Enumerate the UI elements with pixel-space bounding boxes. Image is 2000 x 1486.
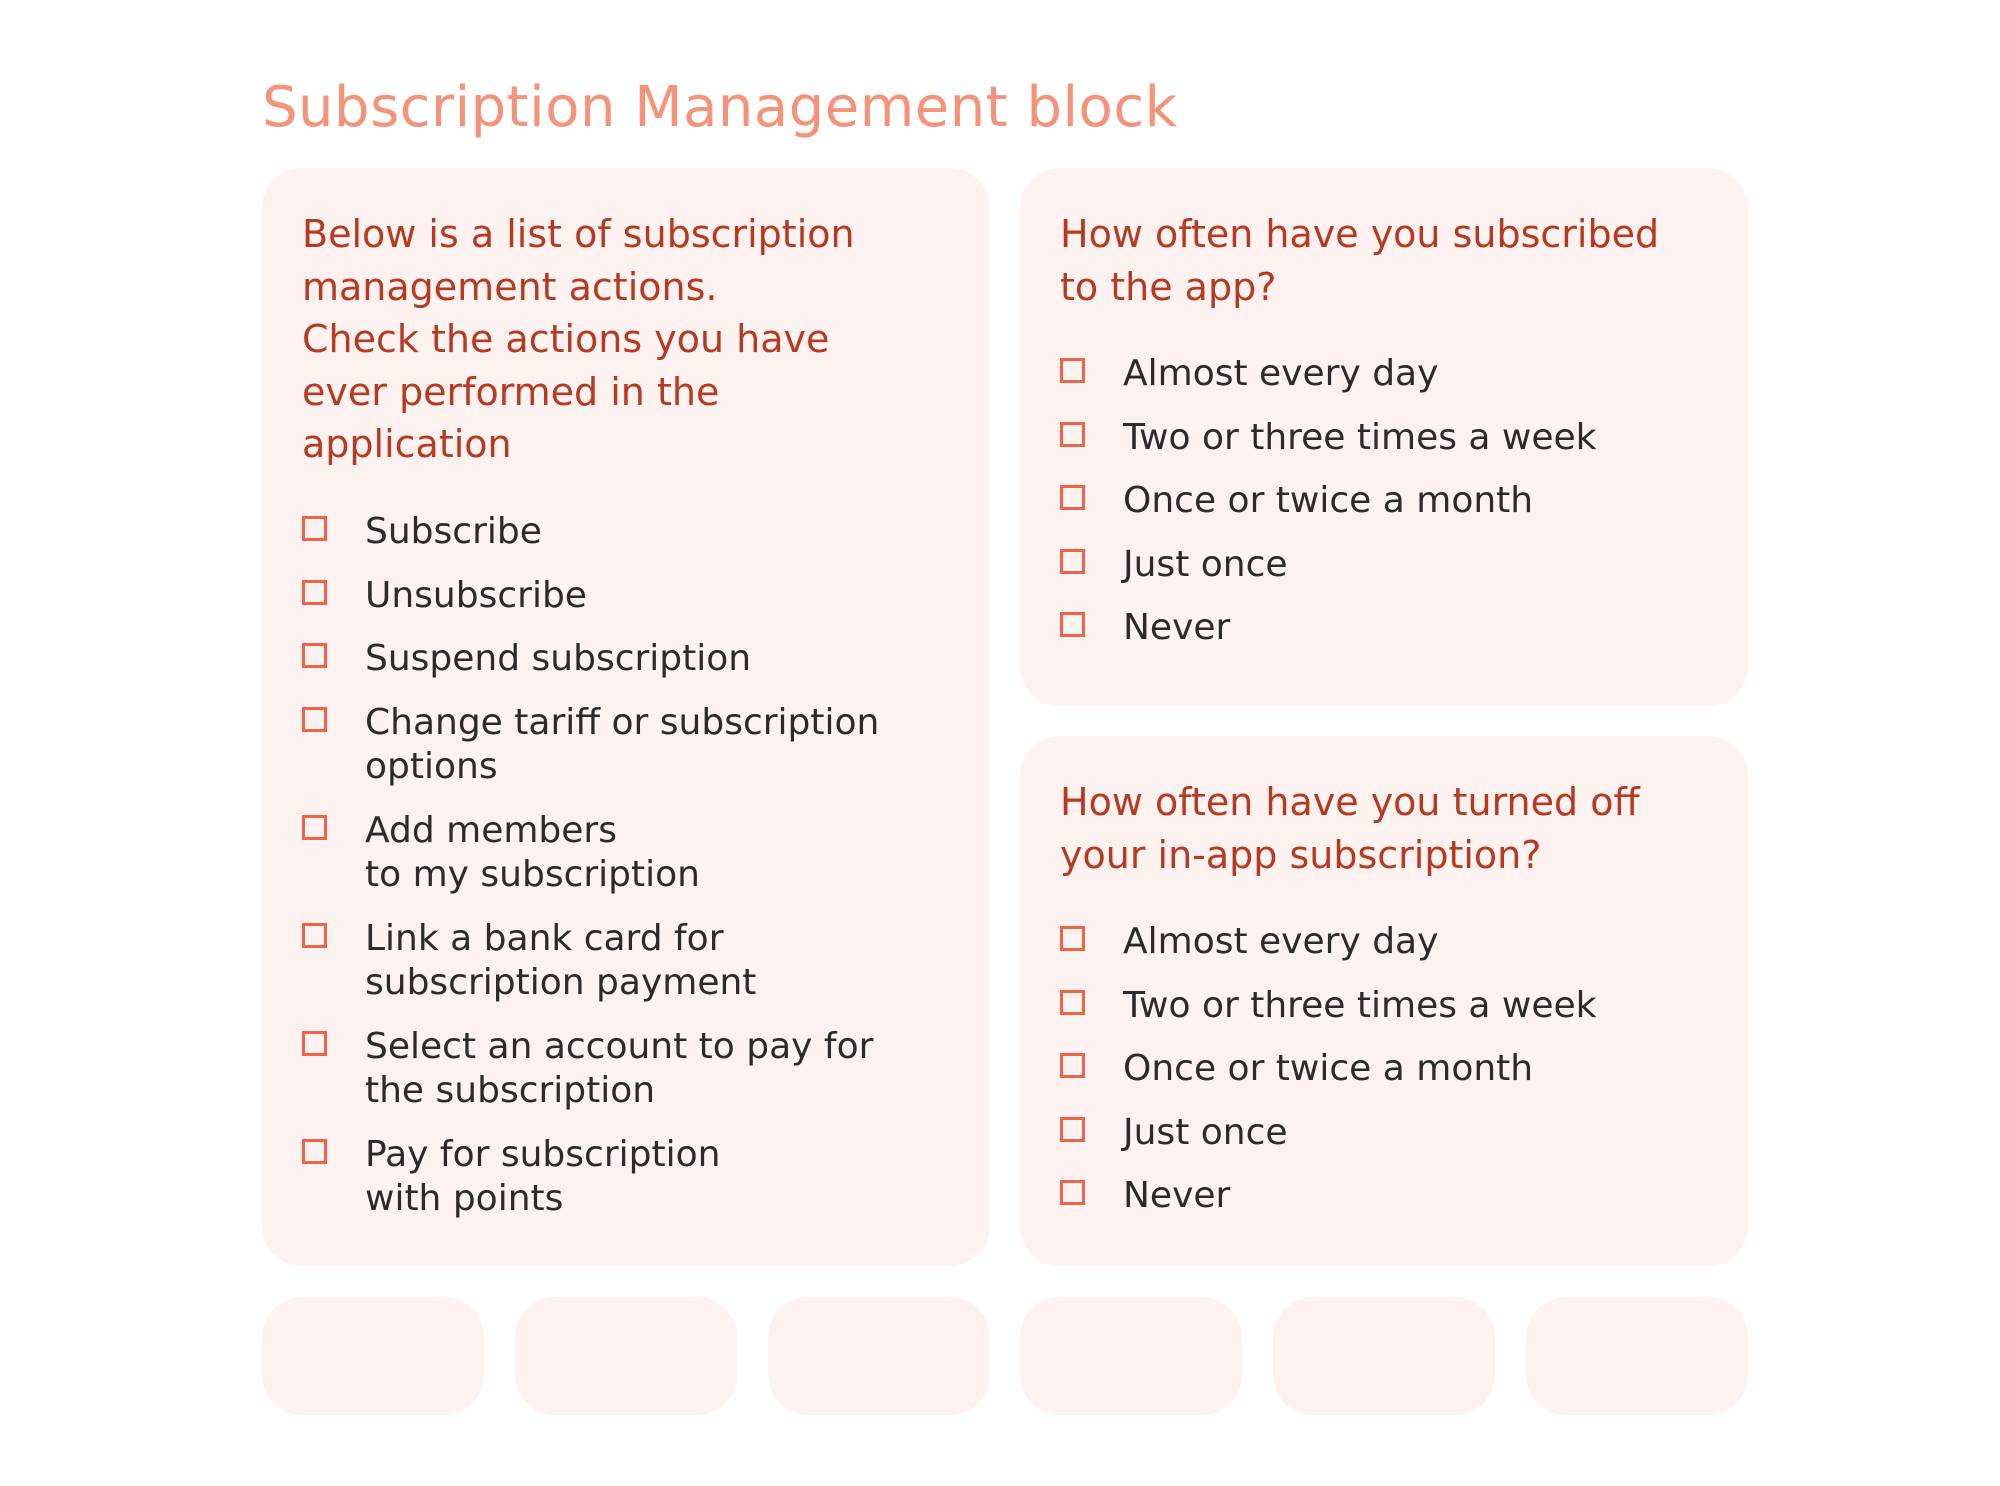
actions-card: [262, 168, 990, 1266]
option-label-line: Unsubscribe: [365, 574, 587, 616]
checkbox[interactable]: [302, 1031, 327, 1056]
question-line: management actions.: [302, 264, 718, 309]
option-two-three-times-week[interactable]: [1060, 416, 1597, 461]
option-two-three-times-week[interactable]: [1060, 984, 1597, 1029]
checkbox[interactable]: [302, 923, 327, 948]
option-suspend-subscription[interactable]: [302, 637, 879, 682]
option-label-line: to my subscription: [365, 854, 700, 895]
checkbox[interactable]: [1060, 1053, 1085, 1078]
question-line: ever performed in the: [302, 369, 720, 414]
option-label-line: Link a bank card for: [365, 917, 724, 959]
option-label: Two or three times a week: [1123, 416, 1597, 458]
placeholder-tile: [768, 1297, 990, 1415]
turned-off-frequency-card: [1020, 736, 1748, 1266]
placeholder-tile: [1273, 1297, 1495, 1415]
subscribed-options-list: [1060, 352, 1597, 670]
option-label-line: the subscription: [365, 1070, 656, 1111]
option-subscribe[interactable]: [302, 510, 879, 555]
checkbox[interactable]: [1060, 926, 1085, 951]
question-line: Below is a list of subscription: [302, 212, 855, 256]
option-select-account[interactable]: [302, 1025, 879, 1114]
question-line: to the app?: [1060, 264, 1277, 309]
page-title: Subscription Management block: [262, 75, 1178, 140]
checkbox[interactable]: [1060, 422, 1085, 447]
option-label: [365, 637, 751, 682]
option-label: Almost every day: [1123, 353, 1439, 394]
option-add-members[interactable]: [302, 809, 879, 898]
option-label: [365, 574, 587, 619]
option-almost-every-day[interactable]: [1060, 920, 1597, 965]
checkbox[interactable]: [302, 815, 327, 840]
option-label: Just once: [1123, 543, 1288, 585]
option-never[interactable]: [1060, 1174, 1597, 1219]
checkbox[interactable]: [1060, 485, 1085, 510]
checkbox[interactable]: [1060, 612, 1085, 637]
option-label: [365, 510, 542, 555]
option-label: [365, 1025, 873, 1114]
option-once-twice-month[interactable]: [1060, 1047, 1597, 1092]
option-unsubscribe[interactable]: [302, 574, 879, 619]
placeholder-tile: [262, 1297, 484, 1415]
checkbox[interactable]: [302, 1139, 327, 1164]
option-change-tariff[interactable]: [302, 701, 879, 790]
option-label: [365, 917, 756, 1006]
checkbox[interactable]: [302, 516, 327, 541]
option-label-line: Change tariff or subscription: [365, 701, 880, 743]
question-line: How often have you subscribed: [1060, 212, 1660, 256]
option-pay-with-points[interactable]: [302, 1133, 879, 1222]
option-label: Never: [1123, 1175, 1231, 1216]
checkbox[interactable]: [1060, 1117, 1085, 1142]
option-label: [365, 1133, 720, 1222]
option-label-line: options: [365, 746, 498, 787]
checkbox[interactable]: [1060, 549, 1085, 574]
placeholder-tile: [1020, 1297, 1242, 1415]
option-label: [365, 701, 879, 790]
actions-question: [302, 208, 962, 471]
subscribed-frequency-card: [1020, 168, 1748, 706]
option-label-line: Select an account to pay for: [365, 1025, 874, 1067]
turned-off-options-list: [1060, 920, 1597, 1238]
question-line: How often have you turned off: [1060, 780, 1640, 824]
option-once-twice-month[interactable]: [1060, 479, 1597, 524]
placeholder-tile: [1526, 1297, 1748, 1415]
checkbox[interactable]: [1060, 990, 1085, 1015]
option-link-bank-card[interactable]: [302, 917, 879, 1006]
checkbox[interactable]: [302, 643, 327, 668]
option-just-once[interactable]: [1060, 543, 1597, 588]
placeholder-tile: [515, 1297, 737, 1415]
checkbox[interactable]: [302, 580, 327, 605]
question-line: application: [302, 422, 512, 466]
option-label: Just once: [1123, 1111, 1288, 1153]
actions-options-list: [302, 510, 879, 1241]
option-just-once[interactable]: [1060, 1111, 1597, 1156]
checkbox[interactable]: [302, 707, 327, 732]
turned-off-question: [1060, 776, 1720, 881]
option-never[interactable]: [1060, 606, 1597, 651]
subscribed-question: [1060, 208, 1720, 313]
checkbox[interactable]: [1060, 358, 1085, 383]
option-label-line: Suspend subscription: [365, 638, 752, 679]
question-line: Check the actions you have: [302, 317, 830, 361]
option-label-line: subscription payment: [365, 962, 757, 1003]
option-label: [365, 809, 700, 898]
option-label: Two or three times a week: [1123, 984, 1597, 1026]
option-label: Once or twice a month: [1123, 1048, 1534, 1089]
question-line: your in-app subscription?: [1060, 832, 1542, 877]
option-label: Once or twice a month: [1123, 480, 1534, 521]
checkbox[interactable]: [1060, 1180, 1085, 1205]
option-label: Never: [1123, 607, 1231, 648]
option-label-line: Subscribe: [365, 511, 542, 552]
option-label-line: with points: [365, 1178, 564, 1219]
option-label-line: Pay for subscription: [365, 1133, 721, 1175]
option-label: Almost every day: [1123, 921, 1439, 962]
option-label-line: Add members: [365, 809, 617, 851]
option-almost-every-day[interactable]: [1060, 352, 1597, 397]
